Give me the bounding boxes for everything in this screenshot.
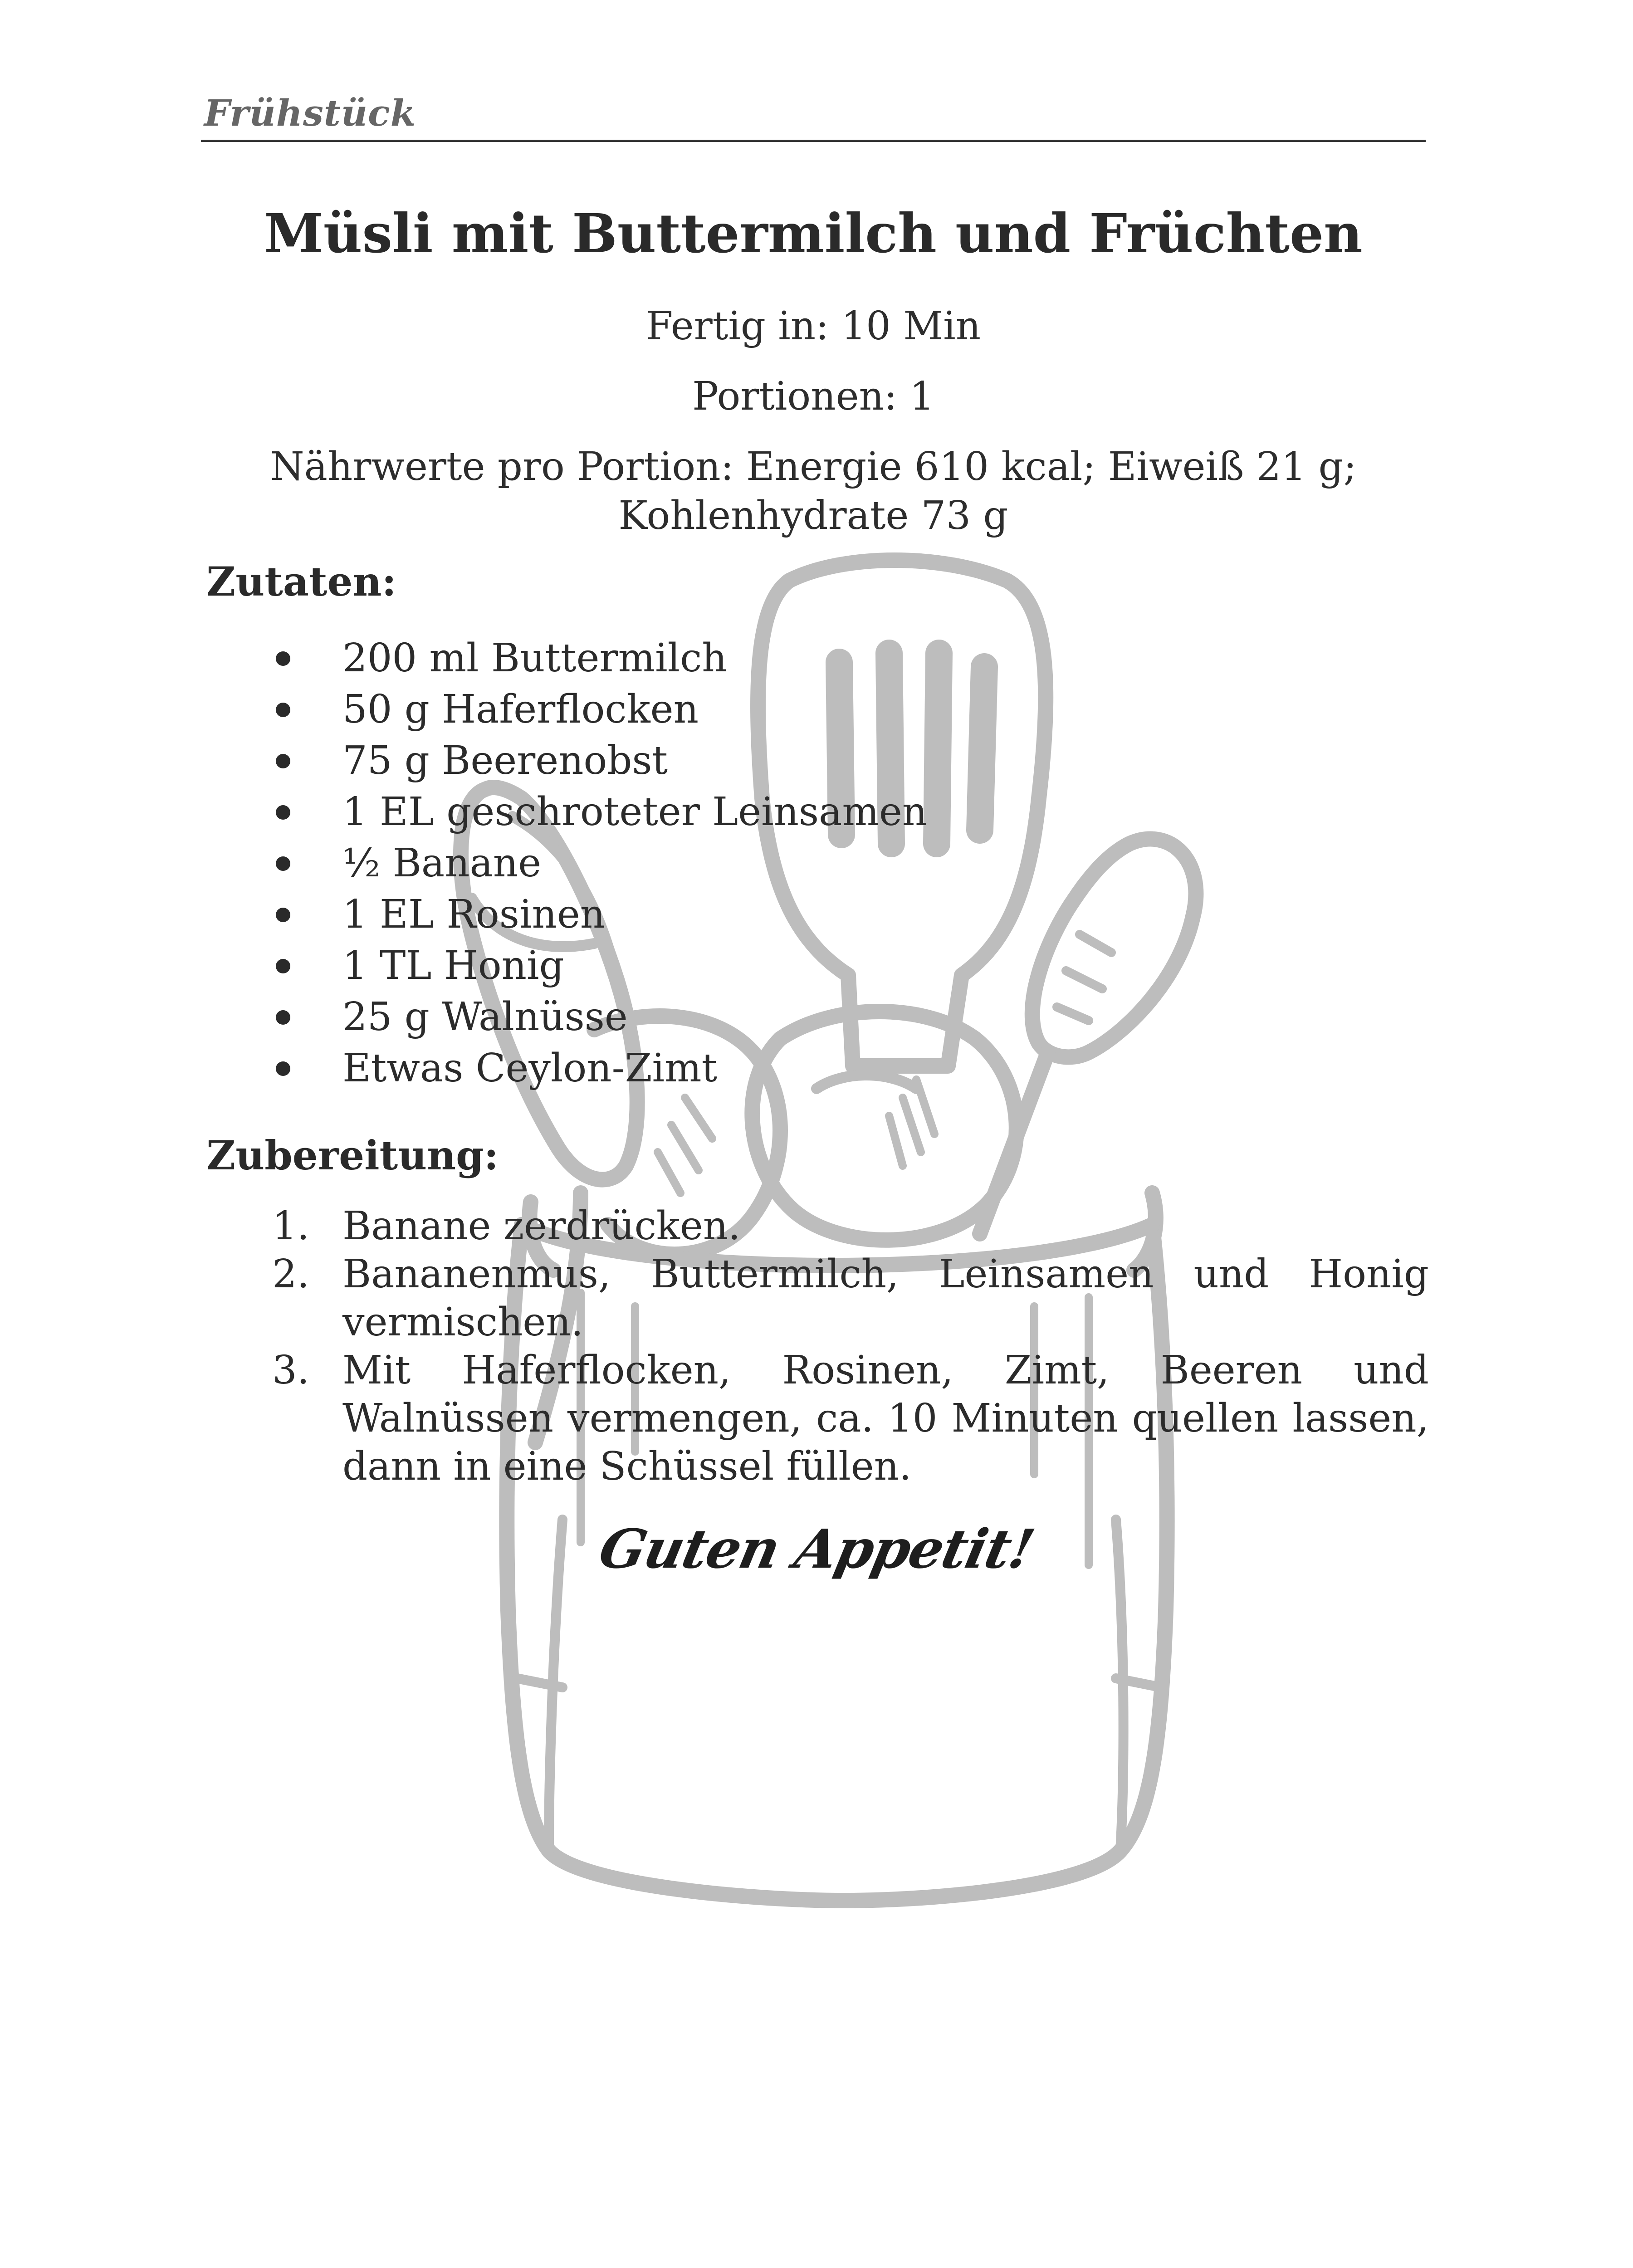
nutrition-info (201, 442, 1426, 540)
servings: Portionen: 1 (692, 374, 934, 419)
preparation-steps (0, 1202, 1633, 1491)
step-text: Bananenmus, Buttermilch, Leinsamen und Honig vermischen. (342, 1251, 1429, 1345)
step-number: 3. (272, 1348, 310, 1393)
list-item: 50 g Haferflocken (0, 684, 1633, 735)
recipe-title: Müsli mit Buttermilch und Früchten (264, 202, 1363, 265)
bullet-icon (276, 651, 290, 666)
step-text: Mit Haferflocken, Rosinen, Zimt, Beeren und Walnüssen vermengen, ca. 10 Minuten quellen lassen, dann in eine Schüssel füllen. (342, 1348, 1429, 1489)
bullet-icon (276, 703, 290, 717)
bullet-icon (276, 908, 290, 922)
ready-time: Fertig in: 10 Min (645, 303, 981, 349)
bullet-icon (276, 754, 290, 768)
step-item (0, 1250, 1633, 1346)
list-item: 25 g Walnüsse (0, 992, 1633, 1043)
step-number: 2. (272, 1251, 310, 1297)
ingredients-list (0, 633, 1633, 1094)
signoff-text: Guten Appetit! (594, 1517, 1039, 1580)
bullet-icon (276, 805, 290, 820)
list-item: 1 TL Honig (0, 940, 1633, 992)
nutrition-line-1: Nährwerte pro Portion: Energie 610 kcal; Eiweiß 21 g; (270, 444, 1357, 489)
nutrition-line-2: Kohlenhydrate 73 g (618, 493, 1008, 538)
ingredients-heading: Zutaten: (206, 558, 396, 605)
running-head: Frühstück (204, 92, 416, 134)
list-item: 1 EL Rosinen (0, 889, 1633, 940)
list-item: 1 EL geschroteter Leinsamen (0, 787, 1633, 838)
bullet-icon (276, 1061, 290, 1076)
step-item (0, 1346, 1633, 1491)
bullet-icon (276, 959, 290, 973)
bullet-icon (276, 856, 290, 871)
list-item: ½ Banane (0, 838, 1633, 889)
bullet-icon (276, 1010, 290, 1025)
preparation-heading: Zubereitung: (206, 1132, 499, 1179)
list-item: 75 g Beerenobst (0, 735, 1633, 787)
header-rule (201, 140, 1426, 142)
step-number: 1. (272, 1203, 310, 1249)
step-text: Banane zerdrücken. (342, 1203, 741, 1249)
step-item (0, 1202, 1633, 1250)
list-item: Etwas Ceylon-Zimt (0, 1043, 1633, 1094)
list-item: 200 ml Buttermilch (0, 633, 1633, 684)
